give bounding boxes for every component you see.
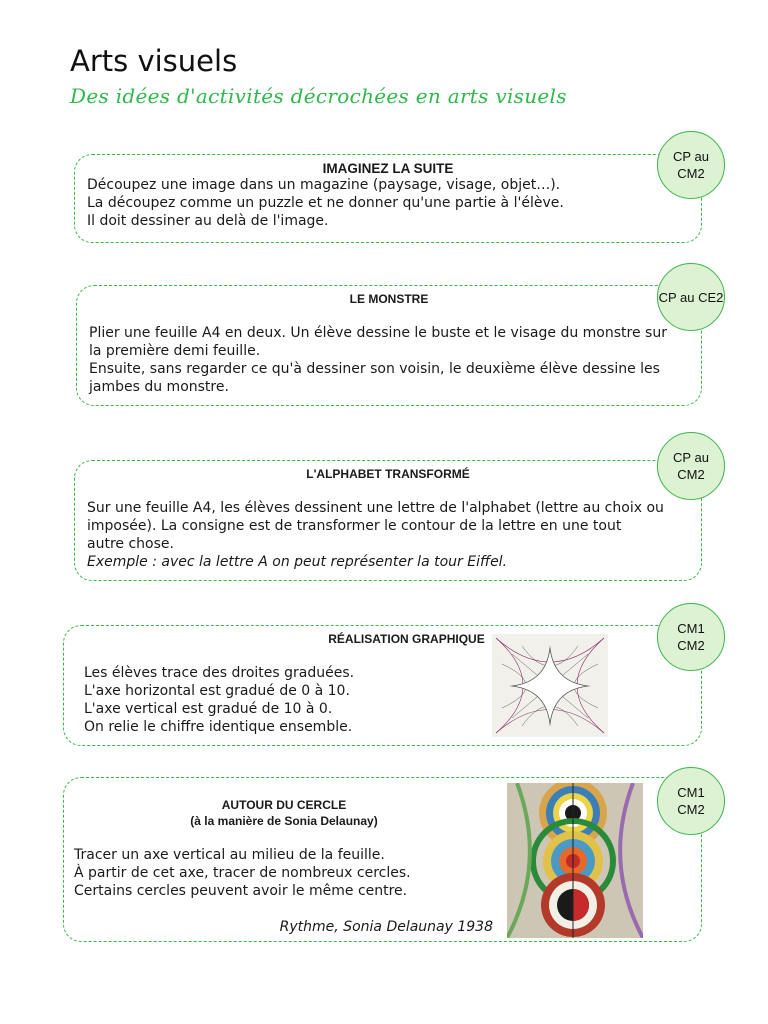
level-label: CP au CM2	[673, 149, 709, 181]
level-badge	[657, 767, 725, 835]
activity-card-alphabet	[74, 460, 702, 581]
level-label-line2: CM2	[677, 638, 705, 653]
card-line: Il doit dessiner au delà de l'image.	[87, 213, 329, 229]
card-line: Découpez une image dans un magazine (paysage, visage, objet…).	[87, 177, 561, 193]
string-art-image	[492, 634, 608, 737]
card-title: L'ALPHABET TRANSFORMÉ	[306, 467, 470, 481]
card-line: autre chose.	[87, 536, 174, 552]
card-line: Sur une feuille A4, les élèves dessinent une lettre de l'alphabet (lettre au choix ou	[87, 500, 664, 516]
card-line: Certains cercles peuvent avoir le même centre.	[74, 883, 408, 899]
card-title: AUTOUR DU CERCLE	[221, 798, 347, 812]
card-line: Tracer un axe vertical au milieu de la feuille.	[74, 847, 385, 863]
card-line: La découpez comme un puzzle et ne donner qu'une partie à l'élève.	[87, 195, 564, 211]
card-line: Plier une feuille A4 en deux. Un élève dessine le buste et le visage du monstre sur	[89, 325, 667, 341]
level-badge	[657, 432, 725, 500]
level-label: CP au CM2	[673, 450, 709, 482]
delaunay-drawing	[507, 783, 643, 938]
level-label-line1: CM1	[677, 785, 705, 800]
page-subtitle: Des idées d'activités décrochées en arts visuels	[70, 84, 567, 108]
card-line: L'axe horizontal est gradué de 0 à 10.	[84, 683, 350, 699]
activity-card-monstre	[76, 285, 702, 406]
activity-card-imaginez	[74, 154, 702, 243]
card-line: Ensuite, sans regarder ce qu'à dessiner son voisin, le deuxième élève dessine les	[89, 361, 660, 377]
card-line: À partir de cet axe, tracer de nombreux cercles.	[74, 865, 411, 881]
level-badge	[657, 131, 725, 199]
card-line: L'axe vertical est gradué de 10 à 0.	[84, 701, 333, 717]
card-title: IMAGINEZ LA SUITE	[322, 161, 454, 176]
card-line: On relie le chiffre identique ensemble.	[84, 719, 353, 735]
level-label-line2: CM2	[677, 802, 705, 817]
card-line: imposée). La consigne est de transformer le contour de la lettre en une tout	[87, 518, 622, 534]
card-title: LE MONSTRE	[349, 292, 429, 306]
card-title: RÉALISATION GRAPHIQUE	[328, 632, 485, 646]
level-label: CP au CE2	[658, 289, 724, 305]
card-line: jambes du monstre.	[89, 379, 229, 395]
level-badge	[657, 603, 725, 671]
level-badge	[657, 263, 725, 331]
image-caption: Rythme, Sonia Delaunay 1938	[279, 919, 493, 935]
card-line: la première demi feuille.	[89, 343, 261, 359]
delaunay-painting	[507, 783, 643, 938]
card-subtitle: (à la manière de Sonia Delaunay)	[190, 814, 378, 828]
page-title: Arts visuels	[70, 44, 238, 78]
string-art-drawing	[492, 634, 608, 737]
card-example: Exemple : avec la lettre A on peut représenter la tour Eiffel.	[87, 554, 508, 570]
level-label-line1: CM1	[677, 621, 705, 636]
card-line: Les élèves trace des droites graduées.	[84, 665, 355, 681]
